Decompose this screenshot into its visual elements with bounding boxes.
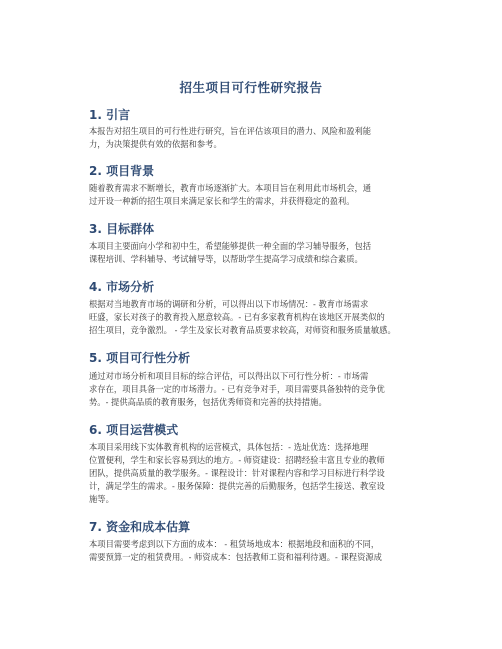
- section-body-target-group: [89, 240, 415, 266]
- section-heading-feasibility: 5. 项目可行性分析: [89, 351, 191, 365]
- section-heading-operation-model: 6. 项目运营模式: [89, 423, 179, 437]
- section-heading-target-group: 3. 目标群体: [89, 222, 155, 236]
- section-heading-introduction: 1. 引言: [89, 108, 131, 122]
- page-title: 招生项目可行性研究报告: [179, 80, 323, 95]
- body-line: 施等。: [89, 494, 114, 504]
- section-body-feasibility: [89, 370, 415, 409]
- section-body-market-analysis: [89, 298, 415, 337]
- body-line: 本项目采用线下实体教育机构的运营模式，具体包括：- 选址优选：选择地理: [89, 442, 369, 452]
- body-line: 本项目主要面向小学和初中生，希望能够提供一种全面的学习辅导服务，包括: [89, 241, 372, 251]
- body-line: 力，为决策提供有效的依据和参考。: [89, 139, 222, 149]
- body-line: 招生项目，竞争激烈。 - 学生及家长对教育品质要求较高，对师资和服务质量敏感。: [89, 325, 396, 335]
- body-line: 本项目需要考虑到以下方面的成本： - 租赁场地成本：根据地段和面积的不同，: [89, 539, 380, 549]
- section-body-operation-model: [89, 441, 415, 506]
- body-line: 需要预算一定的租赁费用。- 师资成本：包括教师工资和福利待遇。- 课程资源成: [89, 552, 382, 562]
- body-line: 课程培训、学科辅导、考试辅导等，以帮助学生提高学习成绩和综合素质。: [89, 254, 363, 264]
- section-heading-funding-cost: 7. 资金和成本估算: [89, 520, 191, 534]
- body-line: 随着教育需求不断增长，教育市场逐渐扩大。本项目旨在利用此市场机会，通: [89, 183, 372, 193]
- section-body-funding-cost: [89, 538, 415, 564]
- body-line: 团队，提供高质量的教学服务。- 课程设计：针对课程内容和学习目标进行科学设: [89, 468, 385, 478]
- section-heading-market-analysis: 4. 市场分析: [89, 280, 155, 294]
- body-line: 求存在，项目具备一定的市场潜力。- 已有竞争对手，项目需要具备独特的竞争优: [89, 384, 385, 394]
- section-body-background: [89, 182, 415, 208]
- body-line: 旺盛，家长对孩子的教育投入愿意较高。- 已有多家教育机构在该地区开展类似的: [89, 312, 385, 322]
- body-line: 位置便利，学生和家长容易到达的地方。- 师资建设：招聘经验丰富且专业的教师: [89, 455, 385, 465]
- body-line: 势。- 提供高品质的教育服务，包括优秀师资和完善的扶持措施。: [89, 397, 327, 407]
- body-line: 过开设一种新的招生项目来满足家长和学生的需求，并获得稳定的盈利。: [89, 196, 355, 206]
- section-body-introduction: [89, 125, 415, 151]
- body-line: 本报告对招生项目的可行性进行研究，旨在评估该项目的潜力、风险和盈利能: [89, 126, 372, 136]
- body-line: 计，满足学生的需求。- 服务保障：提供完善的后勤服务，包括学生接送、教室设: [89, 481, 385, 491]
- body-line: 根据对当地教育市场的调研和分析，可以得出以下市场情况：- 教育市场需求: [89, 299, 369, 309]
- body-line: 通过对市场分析和项目目标的综合评估，可以得出以下可行性分析：- 市场需: [89, 371, 369, 381]
- section-heading-background: 2. 项目背景: [89, 164, 155, 178]
